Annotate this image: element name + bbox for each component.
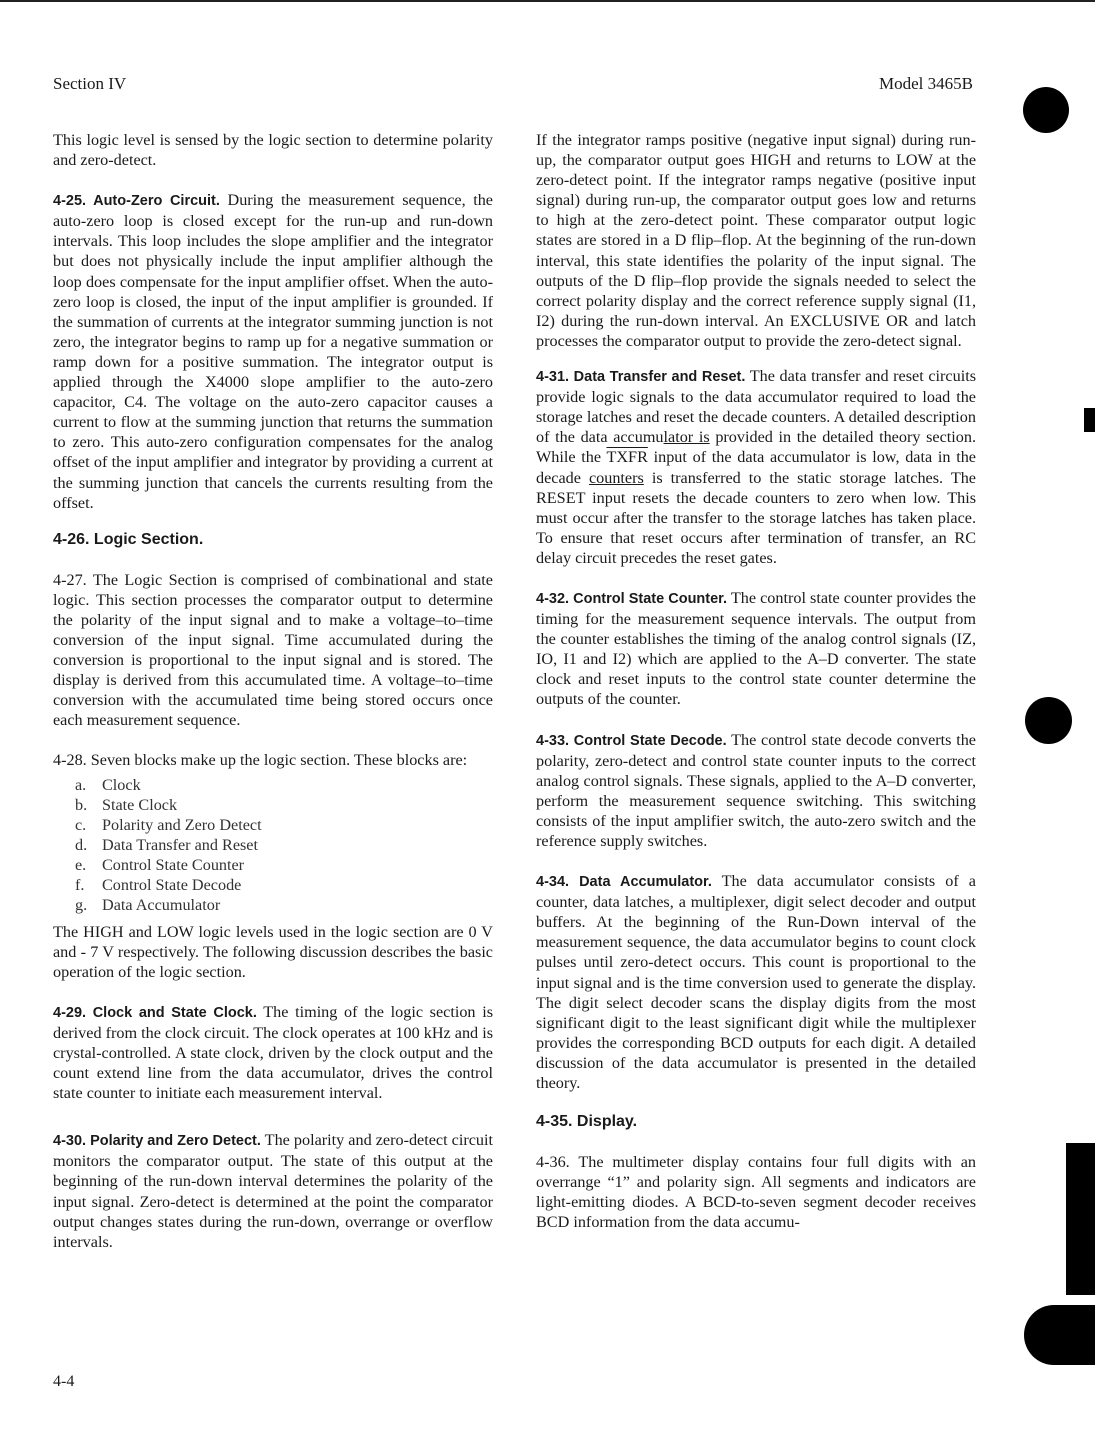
heading-4-35: 4-35. Display. — [536, 1113, 638, 1131]
list-item: a. Clock — [75, 775, 141, 794]
heading-4-32: 4-32. Control State Counter. — [536, 590, 728, 607]
heading-4-29: 4-29. Clock and State Clock. — [53, 1004, 257, 1021]
left-column — [53, 130, 493, 1252]
binder-hole-middle — [1025, 697, 1072, 744]
logic-blocks-list — [53, 775, 493, 915]
list-item: e. Control State Counter — [75, 855, 245, 874]
paragraph-4-30 — [53, 1130, 493, 1252]
paragraph-4-33 — [536, 730, 976, 852]
paragraph-4-29 — [53, 1002, 493, 1103]
list-item: d. Data Transfer and Reset — [75, 835, 258, 854]
paragraph-4-36: 4-36. The multimeter display contains four full digits with an overrange “1” and polarity sign. All segments and indicators are light-emitting diodes. A BCD-to-seven segment decoder receives BCD information from the data accumu- — [536, 1153, 976, 1232]
heading-4-26: 4-26. Logic Section. — [53, 530, 204, 548]
text-4-33: The control state decode converts the polarity, zero-detect and control state counter inputs to the correct analog control signals. These signals, applied to the A–D converter, perform the measurement sequence switching. This switching consists of the input amplifier switch, the auto-zero switch and the reference supply switches. — [536, 730, 976, 850]
paragraph-intro: This logic level is sensed by the logic section to determine polarity and zero-detect. — [53, 131, 493, 170]
text-4-30: The polarity and zero-detect circuit monitors the comparator output. The state of this output at the beginning of the run-down interval determines the polarity of the input signal. Zero-detect is determined at the point the comparator output changes states during the run-down, overrange or overflow intervals. — [53, 1131, 493, 1251]
right-column — [536, 130, 976, 1233]
heading-4-33: 4-33. Control State Decode. — [536, 732, 727, 749]
text-4-32: The control state counter provides the timing for the measurement sequence intervals. The output from the counter establishes the timing of the analog control signals (IZ, IO, I1 and I2) which are applied to the A–D converter. The state clock and reset inputs to the control state counter determine the outputs of the counter. — [536, 588, 976, 709]
heading-4-34: 4-34. Data Accumulator. — [536, 874, 712, 891]
list-item: c. Polarity and Zero Detect — [75, 815, 262, 834]
heading-4-30: 4-30. Polarity and Zero Detect. — [53, 1133, 261, 1150]
model-header: Model 3465B — [879, 74, 973, 93]
paragraph-4-32 — [536, 588, 976, 710]
paragraph-4-28: 4-28. Seven blocks make up the logic section. These blocks are: — [53, 751, 468, 770]
txfr-signal: TXFR — [606, 448, 648, 467]
page-number: 4-4 — [53, 1373, 75, 1390]
section-header: Section IV — [53, 74, 127, 93]
list-item: f. Control State Decode — [75, 875, 242, 894]
text-4-25: During the measurement sequence, the auto-zero loop is closed except for the run-up and run-down intervals. This loop includes the slope amplifier and the integrator but does not physically include the input amplifier although the loop does compensate for the input amplifier offset. When the auto-zero loop is closed, the input of the input amplifier is grounded. If the summation of currents at the integrator summing junction is not zero, the integrator begins to ramp up for a negative summation or ramp down for a positive summation. The integrator output is applied through the X4000 slope amplifier to the auto-zero capacitor, C4. The voltage on the auto-zero capacitor causes a current to flow at the summing junction that returns the summation to zero. This auto-zero configuration compensates for the analog offset of the input amplifier and integrator by providing a current at the summing junction that cancels the currents resulting from the offset. — [53, 191, 493, 512]
paragraph-continued: If the integrator ramps positive (negative input signal) during run-up, the comparator output goes HIGH and returns to LOW at the zero-detect point. If the integrator ramps negative (positive input signal) during run-up, the comparator output goes low and returns to high at the zero-detect point. These comparator output logic states are stored in a D flip–flop. At the beginning of the run-down interval, this state identifies the polarity of the input signal. The outputs of the D flip–flop provide the signals needed to select the correct polarity display and the correct reference supply signal (I1, I2) during the run-down interval. An EXCLUSIVE OR and latch processes the comparator output to provide the zero-detect signal. — [536, 131, 976, 350]
text-4-34: The data accumulator consists of a counter, data latches, a multiplexer, digit select decoder and output buffers. At the beginning of the Run-Down interval of the measurement sequence, the data accumulator begins to count clock pulses until zero-detect occurs. This count is proportional to the input signal and is the time conversion used to generate the display. The digit select decoder scans the display digits from the most significant digit to the least significant digit while the multiplexer provides the corresponding BCD outputs for each digit. A detailed discussion of the data accumulator is presented in the detailed theory. — [536, 872, 976, 1093]
list-item: g. Data Accumulator — [75, 895, 221, 914]
binder-hole-top — [1023, 87, 1069, 133]
list-item: b. State Clock — [75, 795, 178, 814]
page-edge-mark-2 — [1066, 1143, 1095, 1295]
page-edge-mark-1 — [1084, 408, 1095, 432]
text-4-29: The timing of the logic section is derived from the clock circuit. The clock operates at 100 kHz and is crystal-controlled. A state clock, driven by the clock output and the count extend line from the data accumulator, drives the control state counter to initiate each measurement interval. — [53, 1002, 493, 1103]
paragraph-4-27: 4-27. The Logic Section is comprised of combinational and state logic. This section processes the comparator output to determine the polarity of the input signal and to make a voltage–to–time conversion of the input signal. Time accumulated during the conversion is proportional to the input signal and is stored. The display is derived from this accumulated time. A voltage–to–time conversion with the accumulated time being stored occurs once each measurement sequence. — [53, 570, 493, 730]
paragraph-4-34 — [536, 871, 976, 1093]
paragraph-4-25 — [53, 190, 493, 513]
paragraph-4-31: 4-31. Data Transfer and Reset. The data transfer and reset circuits provide logic signals to the data accumulator required to load the storage latches and reset the decade counters. A detailed description of the data accumulator is provided in the detailed theory section. While the TXFR input of the data accumulator is low, data in the decade counters is transferred to the static storage latches. The RESET input resets the decade counters to zero when low. This must occur after the transfer to the storage latches has taken place. To ensure that reset occurs after termination of transfer, an RC delay circuit precedes the reset gates. — [536, 367, 976, 567]
page-top-border — [0, 0, 1095, 2]
binder-hole-bottom — [1024, 1305, 1095, 1365]
heading-4-31: 4-31. Data Transfer and Reset. — [536, 369, 746, 386]
paragraph-logic-levels: The HIGH and LOW logic levels used in the logic section are 0 V and - 7 V respectively. The following discussion describes the basic operation of the logic section. — [53, 922, 493, 981]
heading-4-25: 4-25. Auto-Zero Circuit. — [53, 193, 220, 210]
